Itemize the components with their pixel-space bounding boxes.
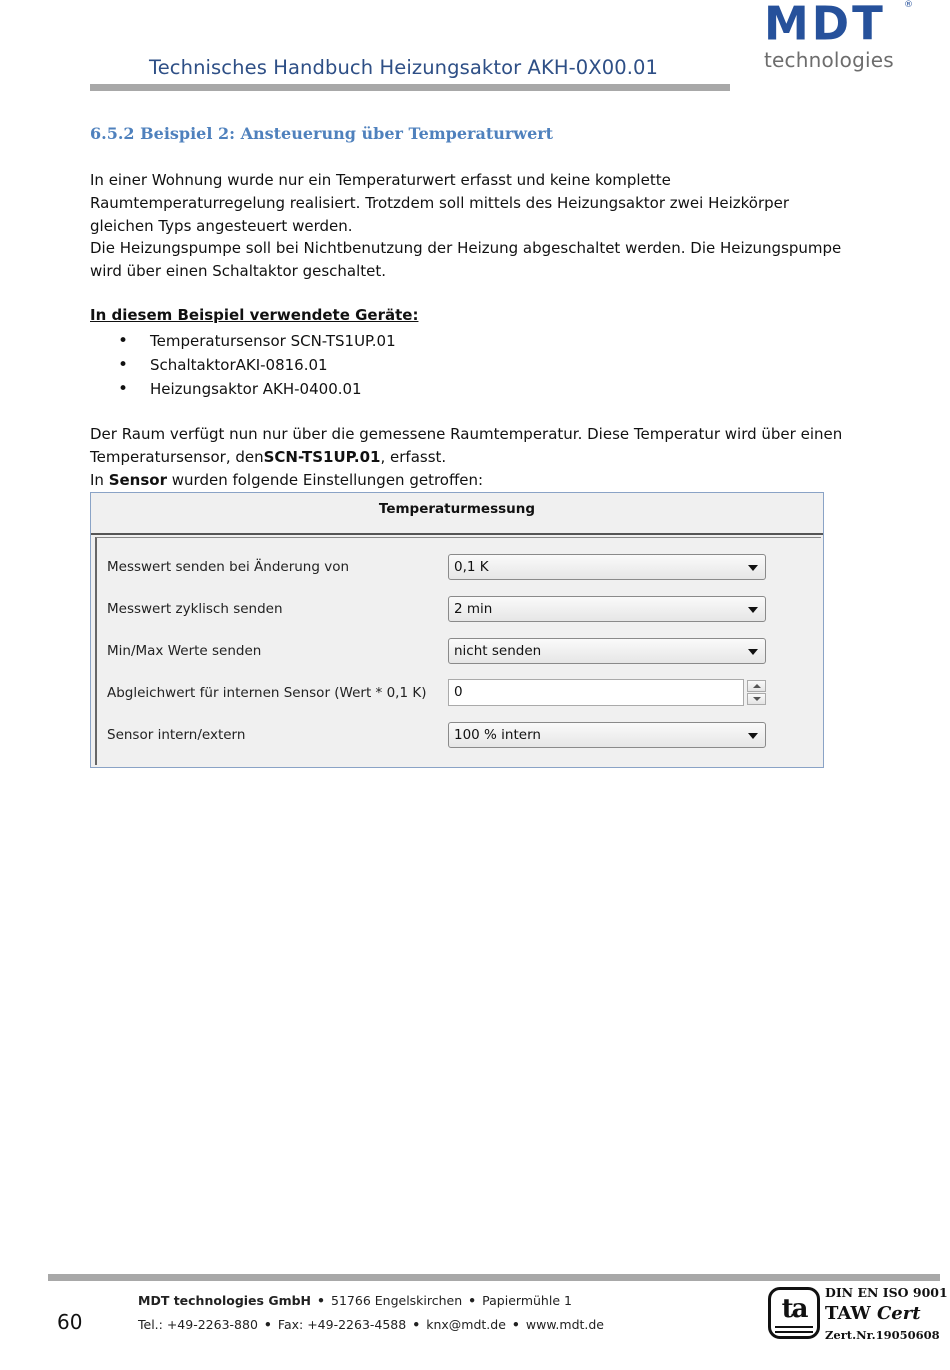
section-heading: 6.5.2 Beispiel 2: Ansteuerung über Temperaturwert xyxy=(90,124,554,143)
list-item: • SchaltaktorAKI-0816.01 xyxy=(90,353,396,377)
devices-title: In diesem Beispiel verwendete Geräte: xyxy=(90,306,419,324)
paragraph-room: Der Raum verfügt nun nur über die gemessene Raumtemperatur. Diese Temperatur wird über einen Temperatursensor, denSCN-TS1UP.01, erfasst. xyxy=(90,425,843,466)
header-divider xyxy=(90,84,730,91)
certification-logo: ta xyxy=(768,1287,820,1339)
device-list xyxy=(90,329,396,401)
calibration-stepper[interactable] xyxy=(448,679,766,706)
min-max-select[interactable]: nicht senden xyxy=(448,638,766,664)
mdt-logo xyxy=(762,0,912,76)
page-header-title: Technisches Handbuch Heizungsaktor AKH-0X00.01 xyxy=(149,56,659,79)
sensor-mode-select[interactable]: 100 % intern xyxy=(448,722,766,748)
paragraph-intro: In einer Wohnung wurde nur ein Temperaturwert erfasst und keine komplette Raumtemperaturregelung realisiert. Trotzdem soll mittels des Heizungsaktor zwei Heizkörper gleichen Typs angesteuert werden. xyxy=(90,171,790,235)
stepper-down-icon[interactable] xyxy=(747,693,766,705)
list-item: • Heizungsaktor AKH-0400.01 xyxy=(90,377,396,401)
footer-address: MDT technologies GmbH • 51766 Engelskirchen • Papiermühle 1 xyxy=(138,1293,572,1308)
chevron-down-icon xyxy=(748,733,758,739)
label-sensor-mode: Sensor intern/extern xyxy=(107,727,246,743)
label-send-on-change: Messwert senden bei Änderung von xyxy=(107,559,350,575)
list-item: • Temperatursensor SCN-TS1UP.01 xyxy=(90,329,396,353)
temperature-settings-dialog xyxy=(90,492,824,768)
chevron-down-icon xyxy=(748,607,758,613)
label-min-max: Min/Max Werte senden xyxy=(107,643,262,659)
website-link[interactable]: www.mdt.de xyxy=(525,1317,604,1332)
paragraph-pump: Die Heizungspumpe soll bei Nichtbenutzung der Heizung abgeschaltet werden. Die Heizungspumpe wird über einen Schaltaktor geschaltet. xyxy=(90,239,842,280)
stepper-up-icon[interactable] xyxy=(747,680,766,692)
send-on-change-select[interactable]: 0,1 K xyxy=(448,554,766,580)
chevron-down-icon xyxy=(748,649,758,655)
cert-standard: DIN EN ISO 9001 xyxy=(825,1285,948,1300)
label-send-cyclic: Messwert zyklisch senden xyxy=(107,601,283,617)
paragraph-settings: In Sensor wurden folgende Einstellungen getroffen: xyxy=(90,471,484,489)
cert-number: Zert.Nr.19050608 xyxy=(825,1328,940,1342)
dialog-titlebar xyxy=(91,493,823,535)
logo-mark: MDT xyxy=(764,0,886,51)
dialog-title: Temperaturmessung xyxy=(378,501,536,517)
footer-contact: Tel.: +49-2263-880 • Fax: +49-2263-4588 • knx@mdt.de • www.mdt.de xyxy=(138,1317,604,1332)
label-calibration: Abgleichwert für internen Sensor (Wert * 0,1 K) xyxy=(107,685,427,701)
dialog-body xyxy=(95,537,821,765)
cert-name: TAW Cert xyxy=(825,1303,921,1324)
page-number: 60 xyxy=(57,1310,83,1334)
calibration-input[interactable]: 0 xyxy=(448,679,744,706)
email-link[interactable]: knx@mdt.de xyxy=(426,1317,506,1332)
send-cyclic-select[interactable]: 2 min xyxy=(448,596,766,622)
logo-registered-mark: ® xyxy=(904,0,913,10)
logo-subtitle: technologies xyxy=(764,48,894,72)
chevron-down-icon xyxy=(748,565,758,571)
footer-divider xyxy=(48,1274,940,1281)
